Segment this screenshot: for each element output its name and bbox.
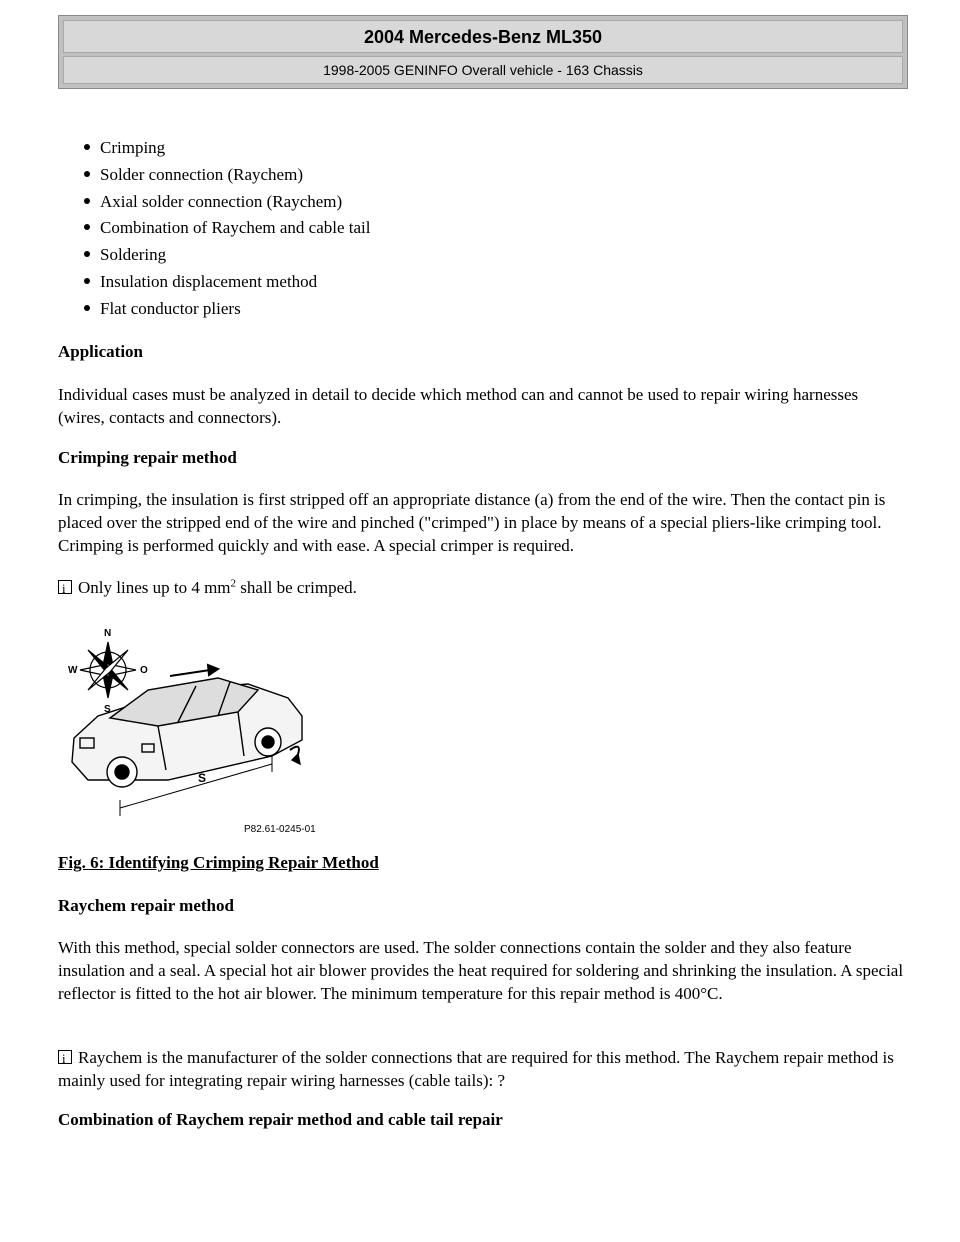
list-item: Crimping: [82, 136, 371, 163]
compass-w: W: [68, 665, 78, 676]
figure-caption[interactable]: [58, 851, 908, 874]
list-item: Axial solder connection (Raychem): [82, 190, 371, 217]
crimping-note-end: shall be crimped.: [236, 578, 357, 597]
raychem-text: With this method, special solder connectors are used. The solder connections contain the solder and they also feature insulation and a seal. A special hot air blower provides the heat required for soldering and shrinking the insulation. A special reflector is fitted to the hot air blower. The minimum temperature for this repair method is 400°C.: [58, 938, 904, 1003]
crimping-note: [58, 576, 908, 599]
application-text: Individual cases must be analyzed in detail to decide which method can and cannot be used to repair wiring harnesses (wires, contacts and connectors).: [58, 385, 859, 427]
header-title: 2004 Mercedes-Benz ML350: [363, 27, 603, 47]
raychem-note-text: Raychem is the manufacturer of the solder connections that are required for this method. The Raychem repair method is mainly used for integrating repair wiring harnesses (cable tails): ?: [58, 1048, 894, 1090]
car-icon: [72, 678, 302, 787]
raychem-heading: Raychem repair method: [58, 896, 234, 915]
list-item: Insulation displacement method: [82, 270, 371, 297]
list-item: Flat conductor pliers: [82, 297, 371, 324]
car-diagram: [58, 620, 338, 840]
compass-o: O: [140, 665, 148, 676]
direction-arrow-icon: [170, 665, 218, 676]
header-subtitle-box: [63, 56, 903, 84]
info-icon: [58, 580, 72, 594]
compass-n: N: [104, 628, 112, 639]
list-item: Solder connection (Raychem): [82, 163, 371, 190]
crimping-text: In crimping, the insulation is first stripped off an appropriate distance (a) from the end of the wire. Then the contact pin is placed over the stripped end of the wire and pinched ("crimped") in place by means of a special pliers-like crimping tool. Crimping is performed quickly and with ease. A special crimper is required.: [58, 490, 886, 555]
crimping-note-sup: 2: [230, 577, 237, 590]
application-heading: Application: [58, 342, 144, 361]
info-icon: [58, 1050, 72, 1064]
method-list: [82, 136, 371, 324]
car-diagram-figure: [58, 620, 338, 840]
list-item: Combination of Raychem and cable tail: [82, 216, 371, 243]
figure-image-code: P82.61-0245-01: [244, 824, 316, 835]
figure-caption-link[interactable]: Fig. 6: Identifying Crimping Repair Method: [58, 853, 379, 872]
compass-rose-icon: [80, 642, 136, 698]
raychem-note: [58, 1046, 908, 1092]
combination-heading: Combination of Raychem repair method and cable tail repair: [58, 1110, 503, 1129]
crimping-note-text: Only lines up to 4 mm: [78, 578, 231, 597]
header-subtitle: 1998-2005 GENINFO Overall vehicle - 163 Chassis: [323, 62, 643, 78]
page-header: [58, 15, 908, 89]
crimping-heading: Crimping repair method: [58, 448, 237, 467]
header-title-box: [63, 20, 903, 53]
compass-s: S: [104, 704, 111, 715]
dimension-label: S: [198, 771, 207, 785]
list-item: Soldering: [82, 243, 371, 270]
